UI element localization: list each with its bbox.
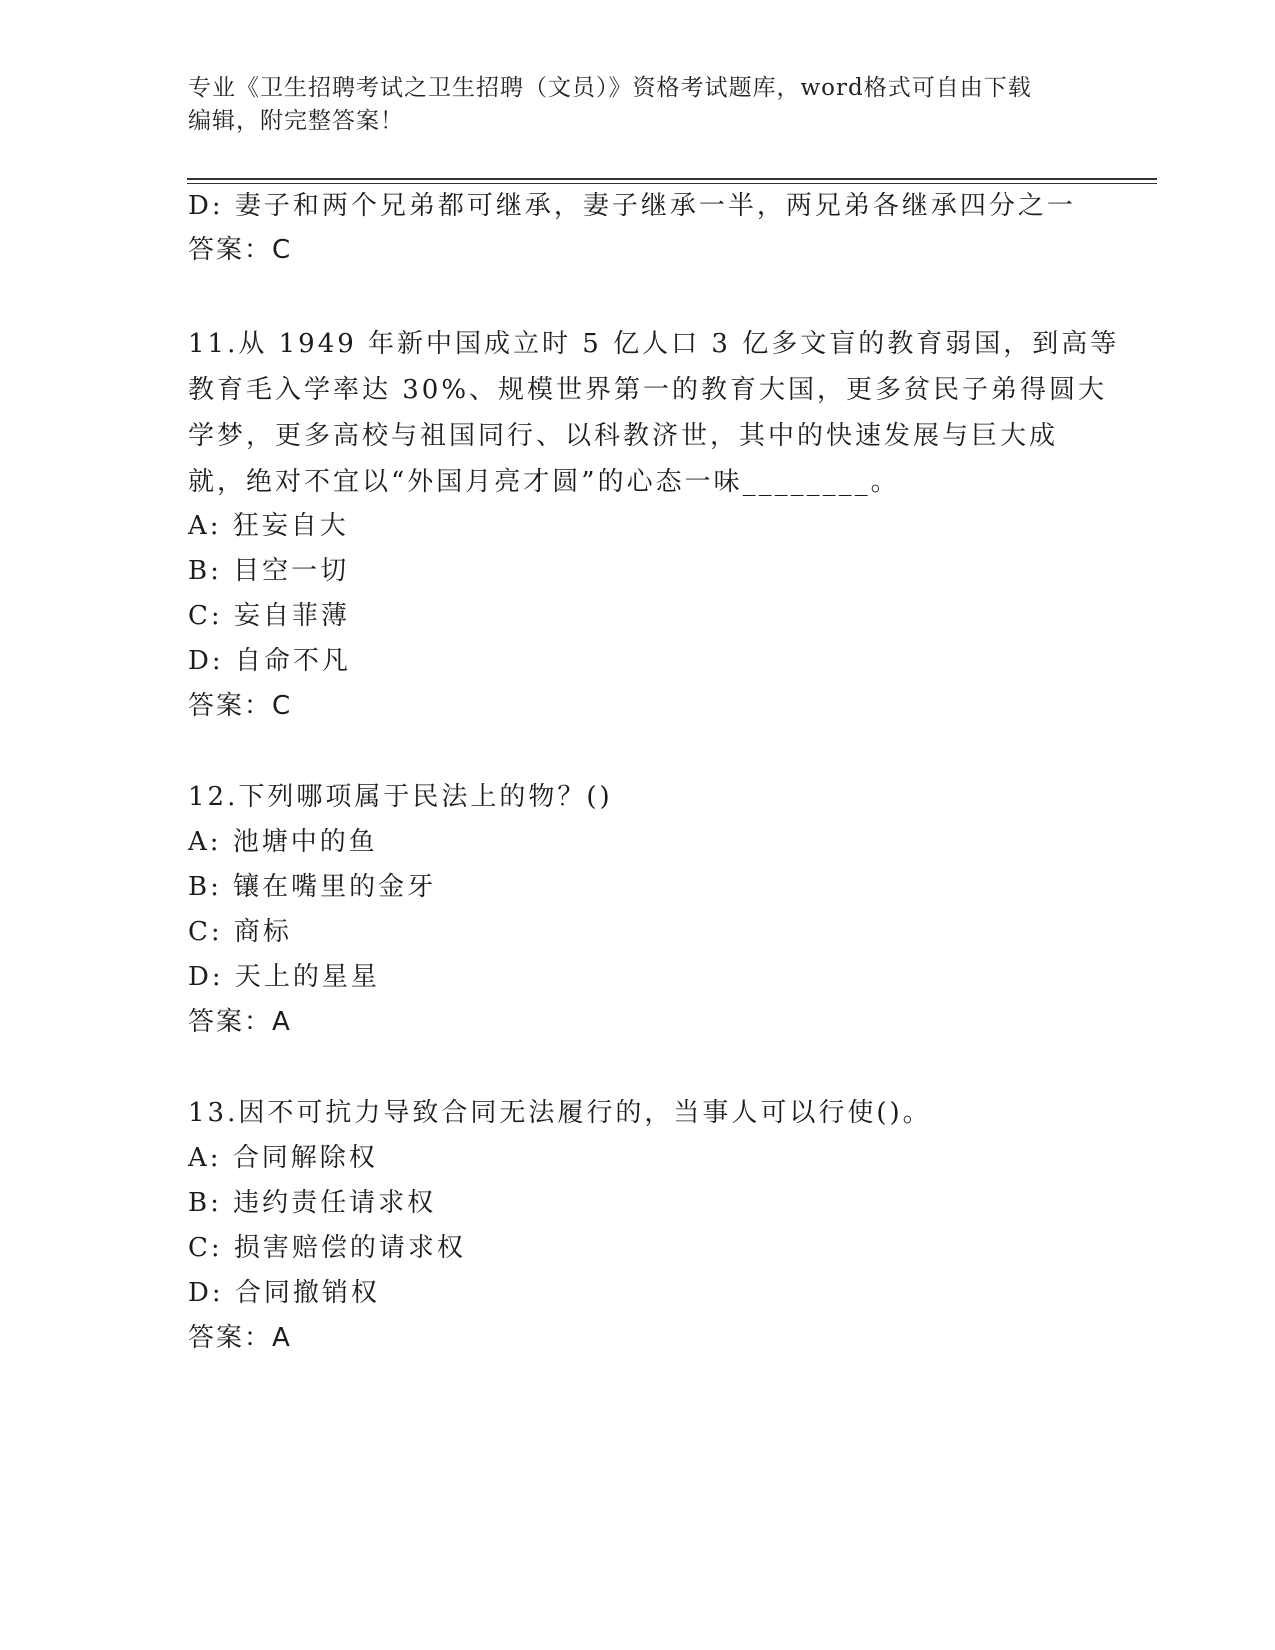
q11-option-a: A: 狂妄自大 — [188, 511, 349, 541]
q13-option-a: A: 合同解除权 — [188, 1143, 378, 1173]
q13-stem: 13.因不可抗力导致合同无法履行的，当事人可以行使()。 — [188, 1098, 932, 1128]
q12-option-a: A: 池塘中的鱼 — [188, 827, 378, 857]
header-line-2: 编辑，附完整答案！ — [188, 108, 404, 134]
header-divider-thin — [187, 183, 1157, 184]
q12-option-d: D: 天上的星星 — [188, 962, 380, 992]
q13-option-b: B: 违约责任请求权 — [188, 1188, 437, 1218]
q11-stem-line-4: 就，绝对不宜以“外国月亮才圆”的心态一味________。 — [188, 467, 900, 497]
q10-option-d: D: 妻子和两个兄弟都可继承，妻子继承一半，两兄弟各继承四分之一 — [188, 191, 1076, 221]
q11-stem — [188, 321, 1120, 505]
q11-answer: 答案：C — [188, 691, 293, 721]
header-divider-thick — [187, 178, 1157, 180]
q10-answer: 答案：C — [188, 235, 293, 265]
q12-stem: 12.下列哪项属于民法上的物？() — [188, 782, 613, 812]
q11-option-b: B: 目空一切 — [188, 556, 350, 586]
document-header — [188, 72, 1088, 138]
q13-option-d: D: 合同撤销权 — [188, 1278, 380, 1308]
q12-option-c: C: 商标 — [188, 917, 292, 947]
q11-stem-line-2: 教育毛入学率达 30%、规模世界第一的教育大国，更多贫民子弟得圆大 — [188, 375, 1108, 405]
q13-option-c: C: 损害赔偿的请求权 — [188, 1233, 466, 1263]
q11-option-c: C: 妄自菲薄 — [188, 601, 350, 631]
q12-answer: 答案：A — [188, 1007, 292, 1037]
q13-answer: 答案：A — [188, 1323, 292, 1353]
header-line-1: 专业《卫生招聘考试之卫生招聘（文员）》资格考试题库，word格式可自由下载 — [188, 75, 1032, 101]
q11-stem-line-1: 11.从 1949 年新中国成立时 5 亿人口 3 亿多文盲的教育弱国，到高等 — [188, 329, 1120, 359]
q11-option-d: D: 自命不凡 — [188, 646, 351, 676]
q11-stem-line-3: 学梦，更多高校与祖国同行、以科教济世，其中的快速发展与巨大成 — [188, 421, 1059, 451]
q12-option-b: B: 镶在嘴里的金牙 — [188, 872, 437, 902]
